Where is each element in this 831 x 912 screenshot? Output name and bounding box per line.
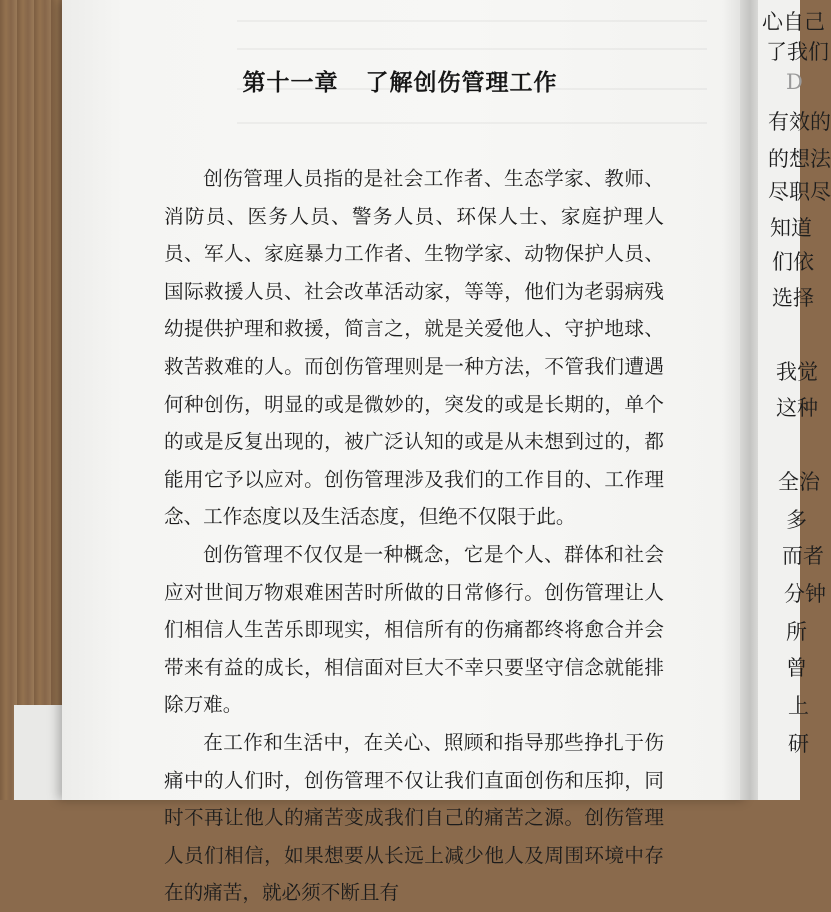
right-page-line: 我觉 [776,360,818,384]
book-gutter [740,0,760,800]
right-page-line: 尽职尽 [768,180,831,204]
chapter-number: 第十一章 [242,70,339,96]
paragraph: 在工作和生活中，在关心、照顾和指导那些挣扎于伤痛中的人们时，创伤管理不仅让我们直面创伤和压抑，同时不再让他人的痛苦变成我们自己的痛苦之源。创伤管理人员们相信，如果想要从长远上减少他人及周围环境中存在的痛苦，就必须不断且有 [164,730,664,905]
right-page-line: 的想法 [768,147,831,171]
right-page-line: 研 [788,732,809,756]
right-page-line: 分钟 [784,582,826,606]
chapter-title: 了解创伤管理工作 [365,70,558,96]
show-through-line [237,20,707,22]
right-page-line: 所 [786,620,807,644]
chapter-body [164,160,664,912]
right-page-line: 知道 [770,216,812,240]
right-page-line: 全治 [778,470,820,494]
right-book-page [758,0,831,800]
right-page-line: 心自己 [762,10,825,34]
right-page-line: D [786,70,803,94]
show-through-line [237,48,707,50]
right-page-line: 曾 [786,656,807,680]
paragraph: 创伤管理不仅仅是一种概念，它是个人、群体和社会应对世间万物艰难困苦时所做的日常修行。创伤管理让人们相信人生苦乐即现实，相信所有的伤痛都终将愈合并会带来有益的成长，相信面对巨大不幸只要坚守信念就能排除万难。 [164,542,664,717]
paragraph: 创伤管理人员指的是社会工作者、生态学家、教师、消防员、医务人员、警务人员、环保人士、家庭护理人员、军人、家庭暴力工作者、生物学家、动物保护人员、国际救援人员、社会改革活动家，等等，他们为老弱病残幼提供护理和救援，简言之，就是关爱他人、守护地球、救苦救难的人。而创伤管理则是一种方法，不管我们遭遇何种创伤，明显的或是微妙的，突发的或是长期的，单个的或是反复出现的，被广泛认知的或是从未想到过的，都能用它予以应对。创伤管理涉及我们的工作目的、工作理念、工作态度以及生活态度，但绝不仅限于此。 [164,167,664,529]
right-page-line: 上 [788,694,809,718]
wooden-table-background [0,0,60,800]
show-through-line [237,122,707,124]
right-page-line: 这种 [776,396,818,420]
right-page-line: 而者 [782,544,824,568]
right-page-line: 选择 [772,286,814,310]
chapter-heading [0,64,800,97]
right-page-line: 有效的 [768,110,831,134]
right-page-line: 多 [786,508,807,532]
right-page-line: 了我们 [766,40,829,64]
right-page-line: 们依 [772,250,814,274]
